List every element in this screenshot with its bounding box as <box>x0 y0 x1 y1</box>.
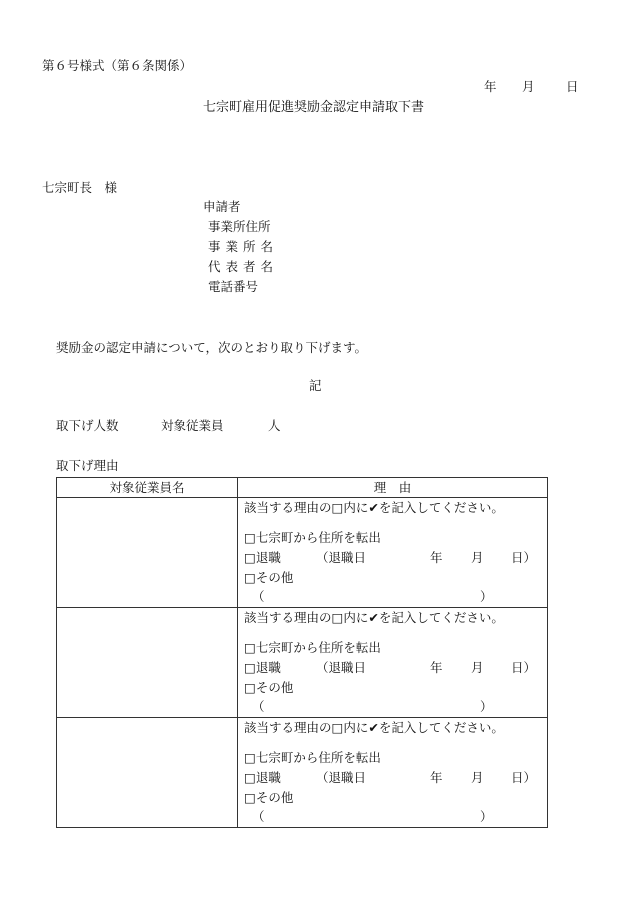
applicant-heading: 申請者 <box>203 199 241 214</box>
instruction-suffix: を記入してください。 <box>378 500 504 515</box>
checkbox-icon[interactable]: □ <box>244 770 256 785</box>
reasons-table <box>56 477 548 828</box>
other-paren-open: （ <box>252 699 265 714</box>
option-move-out[interactable] <box>244 640 381 656</box>
ki-label: 記 <box>309 378 322 393</box>
document-title: 七宗町雇用促進奨励金認定申請取下書 <box>203 100 425 115</box>
instruction-mid: 内に <box>343 500 369 515</box>
retirement-date-label: （退職日 <box>316 550 367 565</box>
reason-cell <box>238 718 548 828</box>
instruction-mid: 内に <box>343 720 369 735</box>
retirement-month: 月 <box>471 550 484 565</box>
option-retirement[interactable] <box>244 770 281 786</box>
retirement-month: 月 <box>471 770 484 785</box>
retirement-month: 月 <box>471 660 484 675</box>
checkmark-icon: ✔ <box>368 500 379 515</box>
instruction-text <box>244 720 504 736</box>
count-target-label: 対象従業員 <box>161 418 224 433</box>
checkbox-icon[interactable]: □ <box>244 750 256 765</box>
retirement-year: 年 <box>430 770 443 785</box>
option-label: その他 <box>255 570 294 585</box>
option-retirement[interactable] <box>244 660 281 676</box>
table-header-row <box>57 478 548 498</box>
checkbox-icon[interactable]: □ <box>244 660 256 675</box>
reason-heading: 取下げ理由 <box>56 458 119 473</box>
option-other[interactable] <box>244 570 293 586</box>
date-fields <box>484 79 584 95</box>
option-label: その他 <box>255 680 294 695</box>
option-label: 退職 <box>255 550 281 565</box>
count-label: 取下げ人数 <box>56 418 119 433</box>
instruction-suffix: を記入してください。 <box>378 610 504 625</box>
date-year: 年 <box>484 79 497 94</box>
retirement-year: 年 <box>430 660 443 675</box>
retirement-day: 日） <box>511 770 537 785</box>
retirement-year: 年 <box>430 550 443 565</box>
other-paren-open: （ <box>252 589 265 604</box>
retirement-date-label: （退職日 <box>316 660 367 675</box>
option-other[interactable] <box>244 790 293 806</box>
office-name-label: 事業所名 <box>208 239 279 254</box>
option-label: その他 <box>255 790 294 805</box>
checkmark-icon: ✔ <box>368 720 379 735</box>
employee-name-cell[interactable] <box>57 718 238 828</box>
date-day: 日 <box>566 79 579 94</box>
count-unit: 人 <box>268 418 281 433</box>
table-row <box>57 718 548 828</box>
checkbox-glyph: □ <box>331 500 344 515</box>
table-row <box>57 608 548 718</box>
checkbox-icon[interactable]: □ <box>244 570 256 585</box>
table-row <box>57 498 548 608</box>
checkbox-icon[interactable]: □ <box>244 640 256 655</box>
instruction-prefix: 該当する理由の <box>244 720 332 735</box>
other-paren-close: ） <box>480 699 493 714</box>
date-month: 月 <box>522 79 535 94</box>
retirement-day: 日） <box>511 660 537 675</box>
retirement-date-label: （退職日 <box>316 770 367 785</box>
option-label: 退職 <box>255 660 281 675</box>
reason-cell <box>238 498 548 608</box>
option-label: 退職 <box>255 770 281 785</box>
other-paren-open: （ <box>252 809 265 824</box>
form-number: 第６号様式（第６条関係） <box>42 58 193 73</box>
checkbox-icon[interactable]: □ <box>244 530 256 545</box>
employee-name-cell[interactable] <box>57 608 238 718</box>
option-label: 七宗町から住所を転出 <box>255 750 381 765</box>
checkbox-glyph: □ <box>331 610 344 625</box>
option-move-out[interactable] <box>244 530 381 546</box>
retirement-day: 日） <box>511 550 537 565</box>
instruction-text <box>244 610 504 626</box>
checkbox-icon[interactable]: □ <box>244 680 256 695</box>
representative-label: 代表者名 <box>208 259 279 274</box>
header-employee-name: 対象従業員名 <box>57 478 238 498</box>
recipient: 七宗町長 様 <box>42 180 118 195</box>
option-label: 七宗町から住所を転出 <box>255 640 381 655</box>
instruction-prefix: 該当する理由の <box>244 500 332 515</box>
checkbox-glyph: □ <box>331 720 344 735</box>
reason-cell <box>238 608 548 718</box>
instruction-suffix: を記入してください。 <box>378 720 504 735</box>
option-retirement[interactable] <box>244 550 281 566</box>
office-address-label: 事業所住所 <box>208 219 271 234</box>
header-reason: 理 由 <box>238 478 548 498</box>
other-paren-close: ） <box>480 809 493 824</box>
phone-label: 電話番号 <box>208 279 259 294</box>
option-other[interactable] <box>244 680 293 696</box>
checkbox-icon[interactable]: □ <box>244 790 256 805</box>
other-paren-close: ） <box>480 589 493 604</box>
instruction-mid: 内に <box>343 610 369 625</box>
option-label: 七宗町から住所を転出 <box>255 530 381 545</box>
checkmark-icon: ✔ <box>368 610 379 625</box>
statement: 奨励金の認定申請について，次のとおり取り下げます。 <box>56 340 368 355</box>
instruction-prefix: 該当する理由の <box>244 610 332 625</box>
instruction-text <box>244 500 504 516</box>
employee-name-cell[interactable] <box>57 498 238 608</box>
checkbox-icon[interactable]: □ <box>244 550 256 565</box>
option-move-out[interactable] <box>244 750 381 766</box>
